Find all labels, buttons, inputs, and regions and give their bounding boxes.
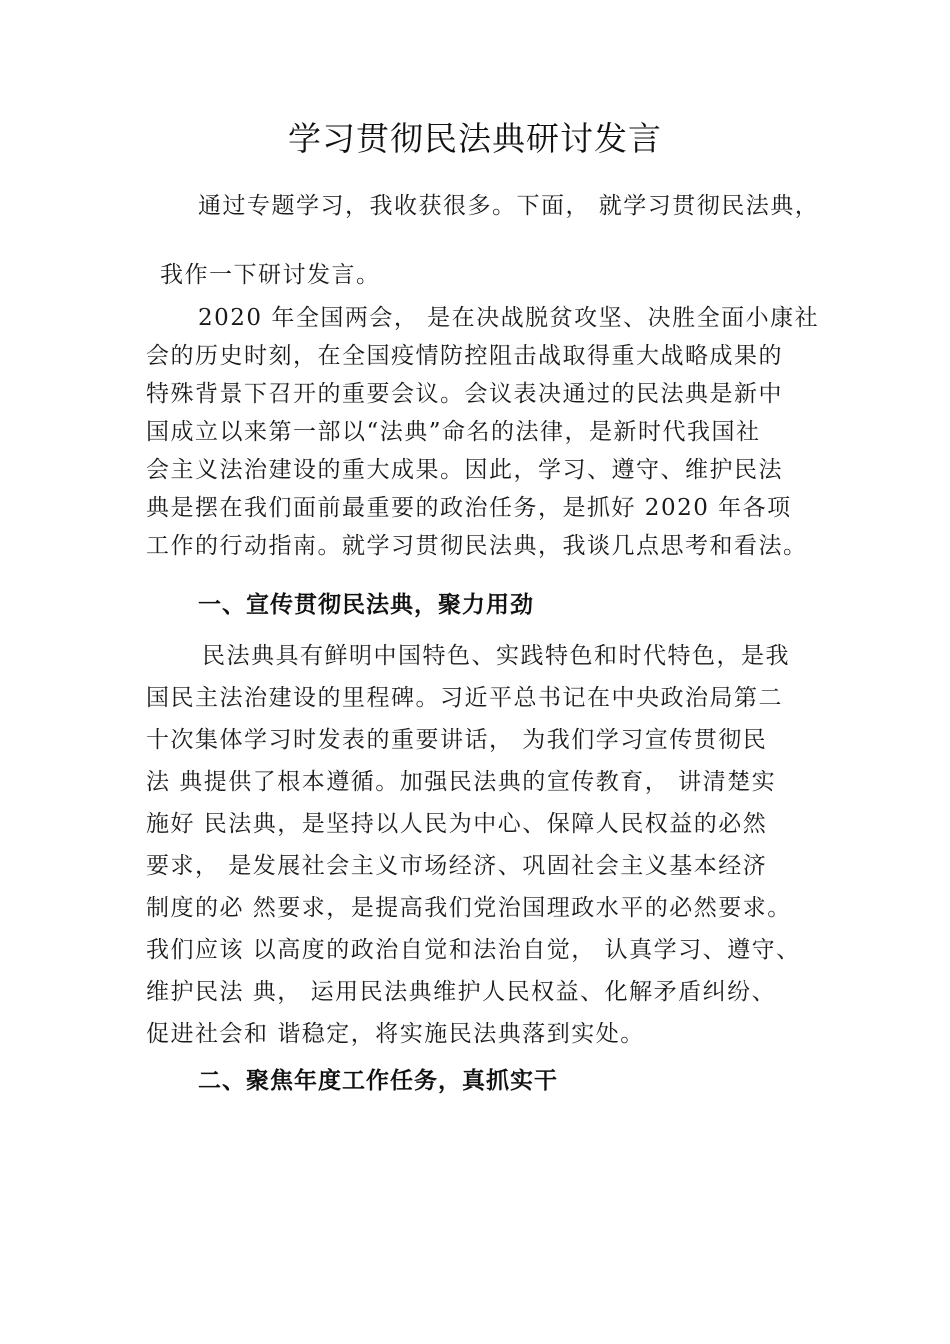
- paragraph-1-line-1: 通过专题学习，我收获很多。下面， 就学习贯彻民法典，: [198, 193, 820, 219]
- paragraph-2-line-2: 会的历史时刻，在全国疫情防控阻击战取得重大战略成果的: [146, 343, 783, 369]
- paragraph-2-line-3: 特殊背景下召开的重要会议。会议表决通过的民法典是新中: [146, 381, 783, 407]
- paragraph-2-line-7: 工作的行动指南。就学习贯彻民法典，我谈几点思考和看法。: [146, 533, 808, 559]
- paragraph-3-line-8: 我们应该 以高度的政治自觉和法治自觉， 认真学习、遵守、: [146, 937, 801, 963]
- document-title: 学习贯彻民法典研讨发言: [288, 119, 662, 158]
- paragraph-2-line-4: 国成立以来第一部以“法典”命名的法律，是新时代我国社: [146, 419, 761, 445]
- paragraph-3-line-9: 维护民法 典， 运用民法典维护人民权益、化解矛盾纠纷、: [146, 979, 777, 1005]
- paragraph-3-line-1: 民法典具有鲜明中国特色、实践特色和时代特色，是我: [202, 643, 790, 669]
- paragraph-1-line-2: 我作一下研讨发言。: [160, 262, 381, 288]
- paragraph-3-line-7: 制度的必 然要求，是提高我们党治国理政水平的必然要求。: [146, 895, 792, 921]
- paragraph-3-line-6: 要求， 是发展社会主义市场经济、巩固社会主义基本经济: [146, 853, 768, 879]
- section-heading-1: 一、宣传贯彻民法典，聚力用劲: [198, 592, 534, 618]
- section-heading-2: 二、聚焦年度工作任务，真抓实干: [198, 1068, 558, 1094]
- paragraph-2-line-5: 会主义法治建设的重大成果。因此，学习、遵守、维护民法: [146, 457, 783, 483]
- paragraph-3-line-2: 国民主法治建设的里程碑。习近平总书记在中央政治局第二: [146, 685, 783, 711]
- paragraph-3-line-4: 法 典提供了根本遵循。加强民法典的宣传教育， 讲清楚实: [146, 769, 777, 795]
- paragraph-2-line-1: 2020 年全国两会， 是在决战脱贫攻坚、决胜全面小康社: [198, 305, 820, 331]
- paragraph-3-line-10: 促进社会和 谐稳定，将实施民法典落到实处。: [146, 1021, 645, 1047]
- paragraph-3-line-5: 施好 民法典，是坚持以人民为中心、保障人民权益的必然: [146, 811, 768, 837]
- paragraph-3-line-3: 十次集体学习时发表的重要讲话， 为我们学习宣传贯彻民: [146, 727, 768, 753]
- paragraph-2-line-6: 典是摆在我们面前最重要的政治任务，是抓好 2020 年各项: [146, 495, 792, 521]
